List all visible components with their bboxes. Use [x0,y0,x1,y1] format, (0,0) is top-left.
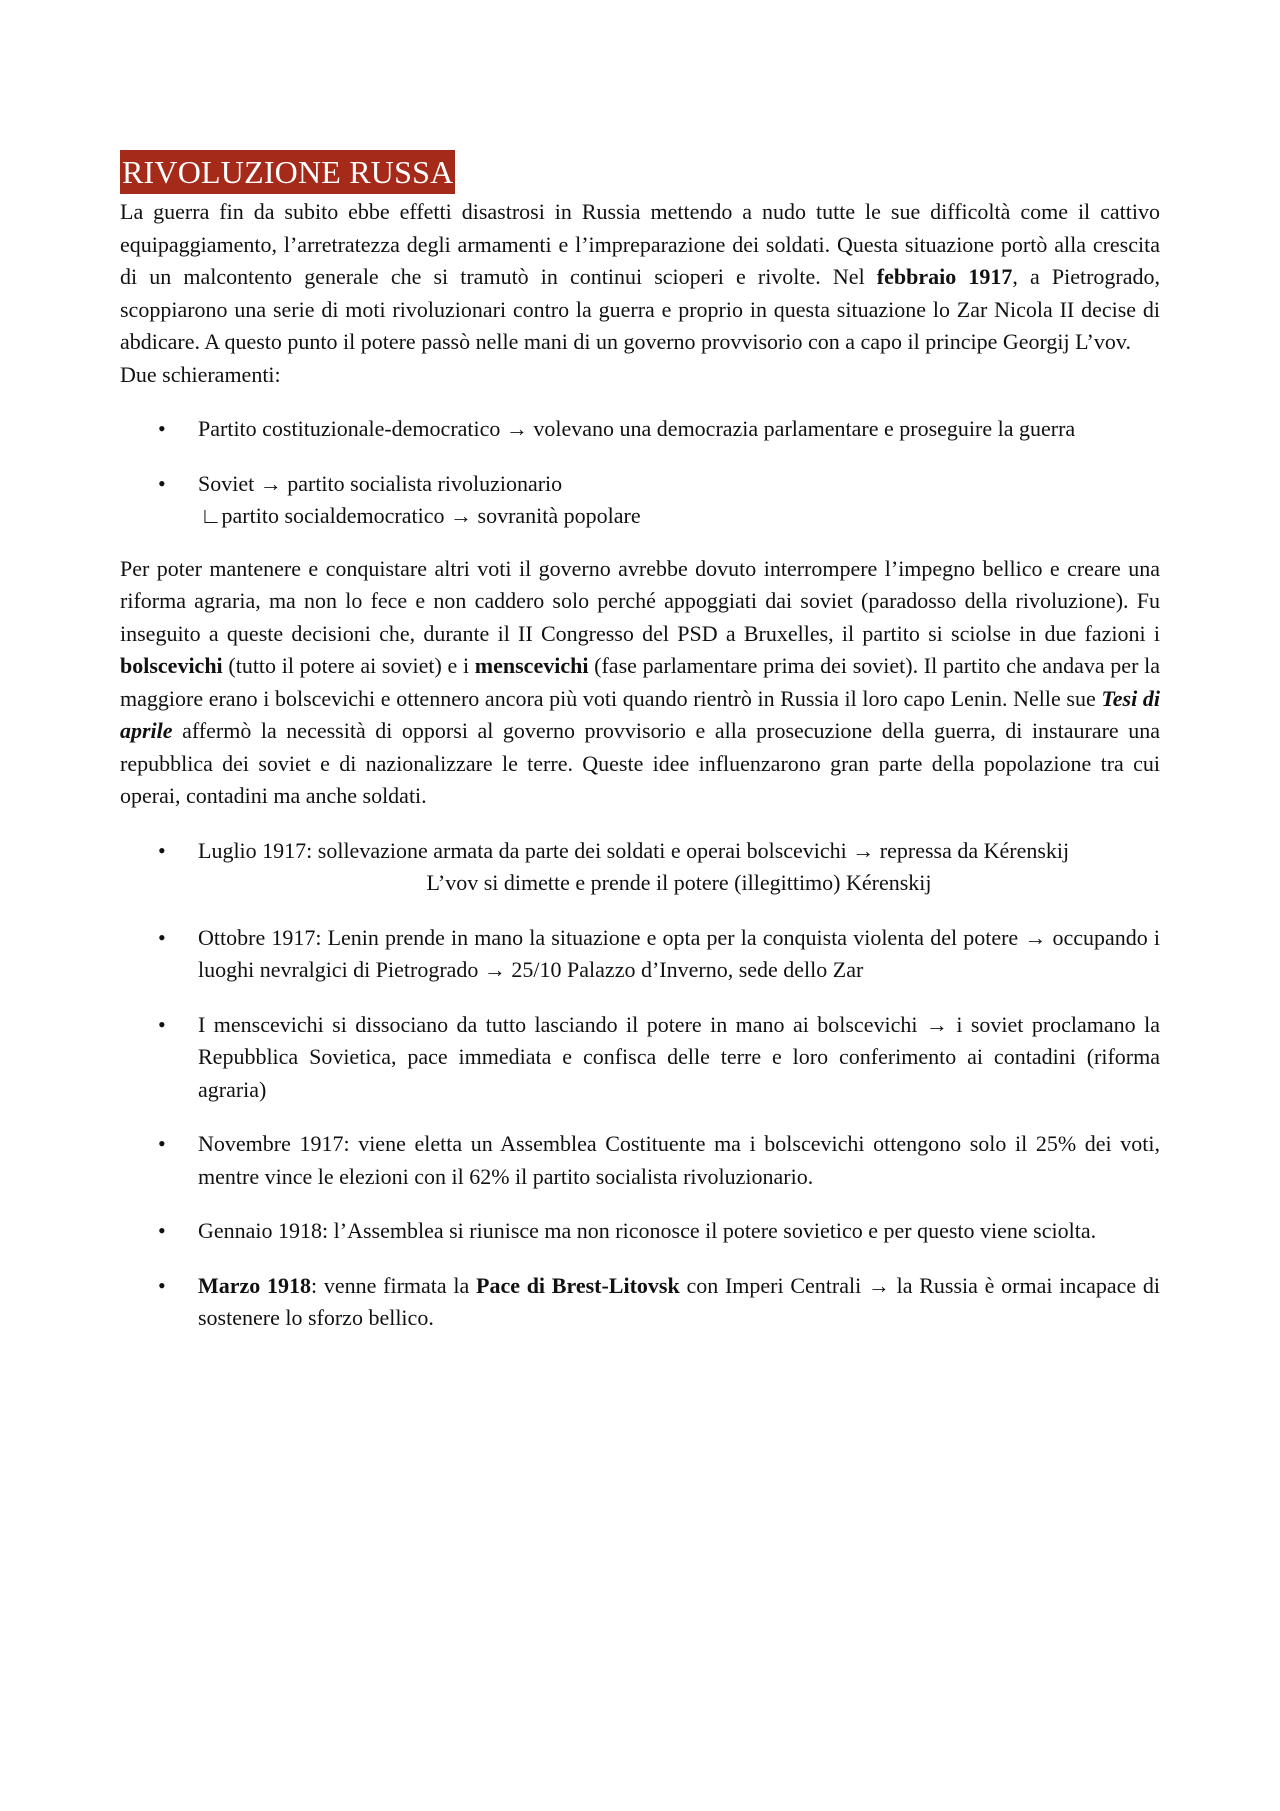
para-text-2: (tutto il potere ai soviet) e i [222,653,475,678]
para-text-4: affermò la necessità di opporsi al governo provvisorio e alla prosecuzione della guerra, di instaurare una repubblica dei soviet e di nazionalizzare le terre. Queste idee influenzarono gran parte della popolazione tra cui operai, contadini ma anche soldati. [120,718,1160,808]
intro-text-2: , a Pietrogrado, scoppiarono una serie di moti rivoluzionari contro la guerra e proprio in questa situazione lo Zar Nicola II decise di abdicare. A questo punto il potere passò nelle mani di un governo provvisorio con a capo il principe Georgij L’vov. [120,264,1160,354]
bullet-icon: • [158,1011,166,1037]
bullet-icon: • [158,470,166,496]
bullet-icon: • [158,1131,166,1156]
list-item [120,413,1160,446]
factions-list [120,413,1160,533]
list-item-text: Luglio 1917: sollevazione armata da parte dei soldati e operai bolscevichi → repressa da Kérenskij [198,837,1070,863]
list-item [120,1215,1160,1248]
intro-text-3: Due schieramenti: [120,361,281,387]
list-item [120,835,1160,900]
section-title: RIVOLUZIONE RUSSA [120,150,455,194]
list-item-text: Gennaio 1918: l’Assemblea si riunisce ma non riconosce il potere sovietico e per questo viene sciolta. [198,1218,1097,1243]
list-item-text: Novembre 1917: viene eletta un Assemblea Costituente ma i bolscevichi ottengono solo il 25% dei voti, mentre vince le elezioni con il 62% il partito socialista rivoluzionario. [198,1131,1160,1189]
para-bold-bolscevichi: bolscevichi [120,653,223,678]
list-item-bold-treaty: Pace di Brest-Litovsk [476,1272,680,1298]
intro-bold-date: febbraio 1917 [876,264,1013,289]
list-item [120,468,1160,533]
list-item-text: Soviet → partito socialista rivoluzionario [198,470,563,496]
bullet-icon: • [158,924,166,950]
list-item-text: I menscevichi si dissociano da tutto lasciando il potere in mano ai bolscevichi → i soviet proclamano la Repubblica Sovietica, pace immediata e confisca delle terre e loro conferimento ai contadini (riforma agraria) [198,1011,1160,1102]
list-item-text: Ottobre 1917: Lenin prende in mano la situazione e opta per la conquista violenta del potere → occupando i luoghi nevralgici di Pietrogrado → 25/10 Palazzo d’Inverno, sede dello Zar [198,924,1160,982]
para-text-3: (fase parlamentare prima dei soviet). Il partito che andava per la maggiore erano i bolscevichi e ottennero ancora più voti quando rientrò in Russia il loro capo Lenin. Nelle sue [120,653,1160,711]
list-item-text: : venne firmata la [311,1272,476,1298]
list-item [120,1009,1160,1107]
bullet-icon: • [158,1272,166,1298]
bullet-icon: • [158,416,166,441]
list-item-text: con Imperi Centrali → la Russia è ormai incapace di sostenere lo sforzo bellico. [198,1272,1160,1330]
para-text-1: Per poter mantenere e conquistare altri voti il governo avrebbe dovuto interrompere l’impegno bellico e creare una riforma agraria, ma non lo fece e non caddero solo perché appoggiati dai soviet (paradosso della rivoluzione). Fu inseguito a queste decisioni che, durante il II Congresso del PSD a Bruxelles, il partito si sciolse in due fazioni i [120,555,1160,646]
events-list [120,835,1160,1335]
list-item [120,922,1160,987]
bullet-icon: • [158,1218,166,1243]
document-page [120,150,1160,1357]
intro-paragraph [120,196,1160,391]
list-item [120,1128,1160,1193]
list-item-text: Partito costituzionale-democratico → volevano una democrazia parlamentare e proseguire la guerra [198,416,1076,441]
intro-text-1: La guerra fin da subito ebbe effetti disastrosi in Russia mettendo a nudo tutte le sue difficoltà come il cattivo equipaggiamento, l’arretratezza degli armamenti e l’impreparazione dei soldati. Questa situazione portò alla crescita di un malcontento generale che si tramutò in continui scioperi e rivolte. Nel [120,199,1160,289]
list-item-subline: ∟partito socialdemocratico → sovranità popolare [200,503,641,528]
list-item [120,1270,1160,1335]
list-item-centered-line: L’vov si dimette e prende il potere (illegittimo) Kérenskij [426,870,932,895]
list-item-bold-date: Marzo 1918 [198,1272,312,1298]
para-bold-italic-tesi: Tesi di aprile [120,685,1160,743]
bullet-icon: • [158,837,166,863]
body-paragraph [120,553,1160,813]
para-bold-menscevichi: menscevichi [474,653,589,678]
